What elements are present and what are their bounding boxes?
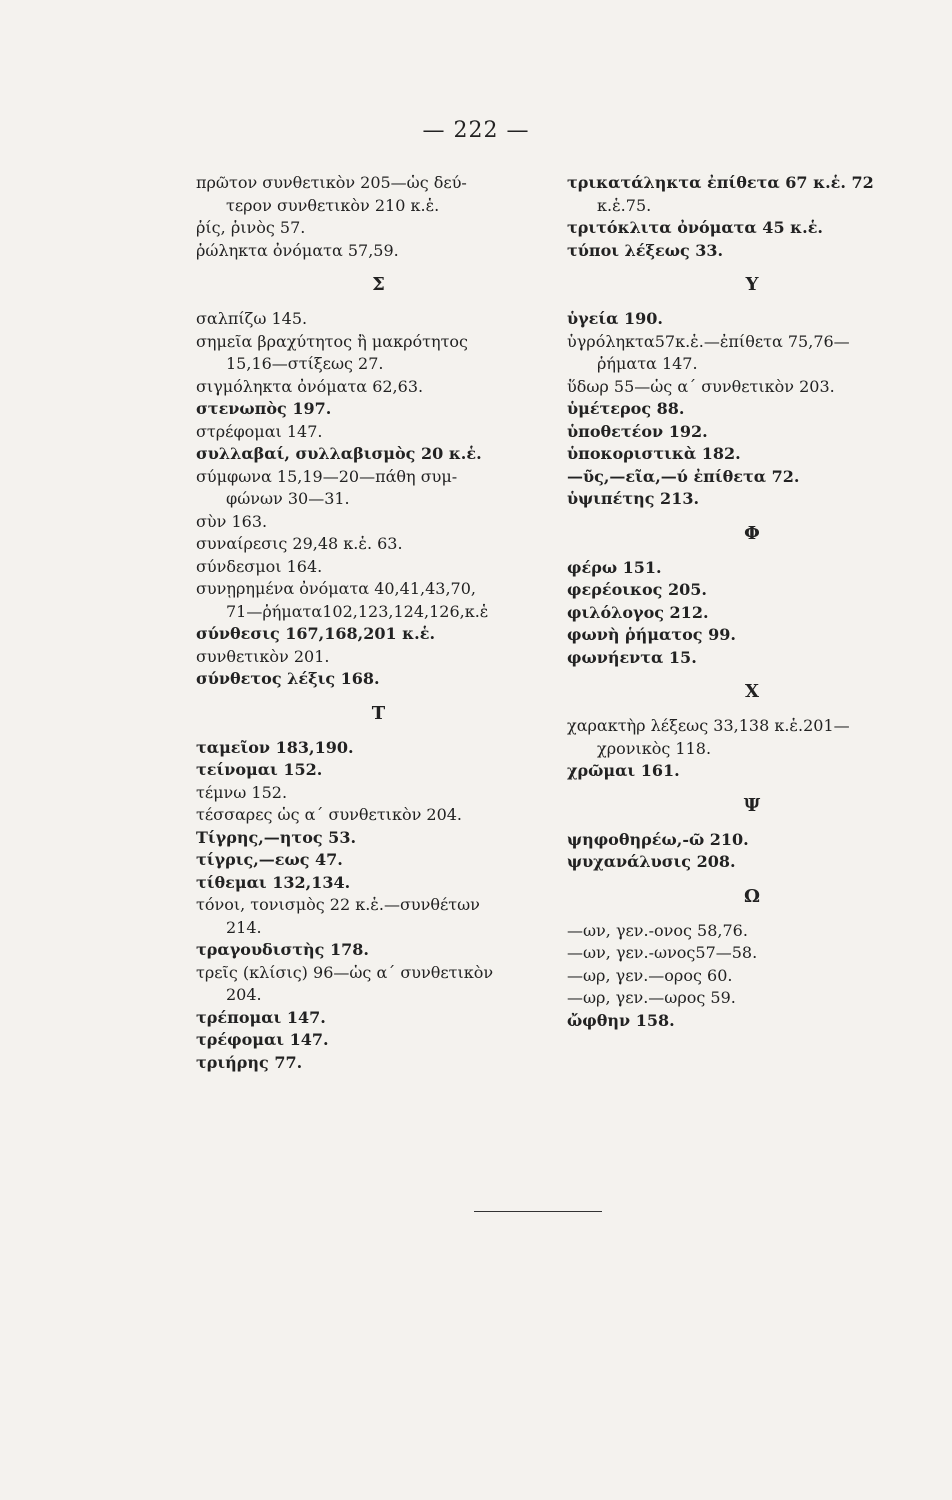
index-entry: φέρω 151.	[567, 557, 662, 577]
index-entry: τύποι λέξεως 33.	[567, 240, 724, 260]
index-entry: συλλαβαί, συλλαβισμὸς 20 κ.ἑ.	[196, 444, 482, 463]
index-entry: τριήρης 77.	[196, 1052, 303, 1072]
index-entry: Τίγρης,—ητος 53.	[196, 827, 357, 847]
index-entry: τριτόκλιτα ὀνόματα 45 κ.ἑ.	[567, 218, 823, 237]
index-entry: τέμνω 152.	[196, 782, 288, 802]
index-entry: σύνδεσμοι 164.	[196, 556, 323, 576]
index-entry: τρέπομαι 147.	[196, 1007, 326, 1027]
index-entry: σημεῖα βραχύτητος ἢ μακρότητος	[196, 331, 469, 351]
index-entry: τίθεμαι 132,134.	[196, 872, 351, 892]
index-entry: χρῶμαι 161.	[567, 761, 680, 780]
index-entry: τείνομαι 152.	[196, 760, 323, 779]
index-entry: τόνοι, τονισμὸς 22 κ.ἑ.—συνθέτων	[196, 895, 480, 914]
end-rule	[474, 1211, 602, 1212]
index-entry: ὑψιπέτης 213.	[567, 489, 700, 508]
index-entry: ὑποκοριστικὰ 182.	[567, 444, 741, 463]
index-entry: —ωρ, γεν.—ορος 60.	[567, 965, 733, 985]
index-entry: φερέοικος 205.	[567, 580, 707, 599]
index-entry: σύνθεσις 167,168,201 κ.ἑ.	[196, 624, 436, 643]
index-entry: σαλπίζω 145.	[196, 309, 308, 328]
index-entry: τέσσαρες ὡς α΄ συνθετικὸν 204.	[196, 805, 463, 824]
index-entry: σύνθετος λέξις 168.	[196, 669, 380, 688]
index-entry: 204.	[226, 985, 262, 1004]
index-entry: φώνων 30—31.	[226, 489, 350, 508]
section-heading-tau: Τ	[371, 702, 386, 724]
index-entry: —ων, γεν.-ονος 58,76.	[567, 920, 748, 940]
index-entry: ὑποθετέον 192.	[567, 421, 708, 441]
index-entry: συνῃρημένα ὀνόματα 40,41,43,70,	[196, 579, 476, 598]
index-entry: τρεῖς (κλίσις) 96—ὡς α΄ συνθετικὸν	[196, 962, 494, 982]
index-entry: 214.	[226, 917, 262, 937]
index-entry: χαρακτὴρ λέξεως 33,138 κ.ἑ.201—	[567, 716, 850, 735]
index-entry: συνθετικὸν 201.	[196, 646, 330, 666]
page-number: — 222 —	[422, 118, 530, 143]
index-entry: 15,16—στίξεως 27.	[226, 354, 384, 373]
index-entry: τρικατάληκτα ἐπίθετα 67 κ.ἑ. 72	[567, 173, 874, 192]
index-column-left	[196, 172, 561, 1074]
index-entry: τίγρις,—εως 47.	[196, 850, 343, 869]
index-entry: φιλόλογος 212.	[567, 602, 709, 622]
index-entry: φωνὴ ῥήματος 99.	[567, 625, 736, 644]
section-heading-omega: Ω	[743, 885, 761, 907]
index-entry: κ.ἑ.75.	[597, 195, 652, 215]
index-column-right	[567, 172, 937, 1032]
index-entry: ὕδωρ 55—ὡς α΄ συνθετικὸν 203.	[567, 376, 835, 396]
index-entry: ψυχανάλυσις 208.	[567, 852, 736, 871]
index-entry: στενωπὸς 197.	[196, 399, 332, 418]
section-heading-upsilon: Υ	[745, 274, 759, 295]
index-entry: ταμεῖον 183,190.	[196, 737, 354, 757]
index-entry: σιγμόληκτα ὀνόματα 62,63.	[196, 376, 424, 396]
index-entry: ῥίς, ῥινὸς 57.	[196, 218, 306, 237]
index-entry: σὺν 163.	[196, 511, 268, 531]
index-entry: 71—ῥήματα102,123,124,126,κ.ἑ	[226, 601, 489, 621]
index-entry: τρέφομαι 147.	[196, 1030, 329, 1049]
section-heading-sigma: Σ	[372, 274, 385, 295]
index-entry: —ῦς,—εῖα,—ύ ἐπίθετα 72.	[567, 466, 800, 486]
index-entry: ὤφθην 158.	[567, 1010, 675, 1030]
index-entry: ῥώληκτα ὀνόματα 57,59.	[196, 240, 399, 260]
index-entry: ὑμέτερος 88.	[567, 399, 685, 418]
index-entry: —ωρ, γεν.—ωρος 59.	[567, 988, 736, 1007]
index-entry: τραγουδιστὴς 178.	[196, 940, 369, 959]
index-entry: σύμφωνα 15,19—20—πάθη συμ-	[196, 466, 458, 486]
section-heading-phi: Φ	[744, 522, 760, 544]
section-heading-chi: Χ	[745, 681, 759, 702]
index-entry: ῥήματα 147.	[597, 354, 698, 373]
index-entry: —ων, γεν.-ωνος57—58.	[567, 943, 758, 962]
index-entry: ψηφοθηρέω,-ῶ 210.	[567, 829, 749, 849]
index-entry: τερον συνθετικὸν 210 κ.ἑ.	[226, 195, 440, 215]
index-entry: στρέφομαι 147.	[196, 421, 323, 441]
index-entry: ὑγρόληκτα57κ.ἑ.—ἐπίθετα 75,76—	[567, 331, 850, 351]
section-heading-psi: Ψ	[743, 794, 761, 816]
index-entry: χρονικὸς 118.	[597, 738, 712, 758]
index-entry: φωνήεντα 15.	[567, 647, 697, 667]
index-entry: ὑγεία 190.	[567, 309, 663, 328]
index-entry: πρῶτον συνθετικὸν 205—ὡς δεύ-	[196, 173, 467, 192]
index-entry: συναίρεσις 29,48 κ.ἑ. 63.	[196, 534, 403, 553]
